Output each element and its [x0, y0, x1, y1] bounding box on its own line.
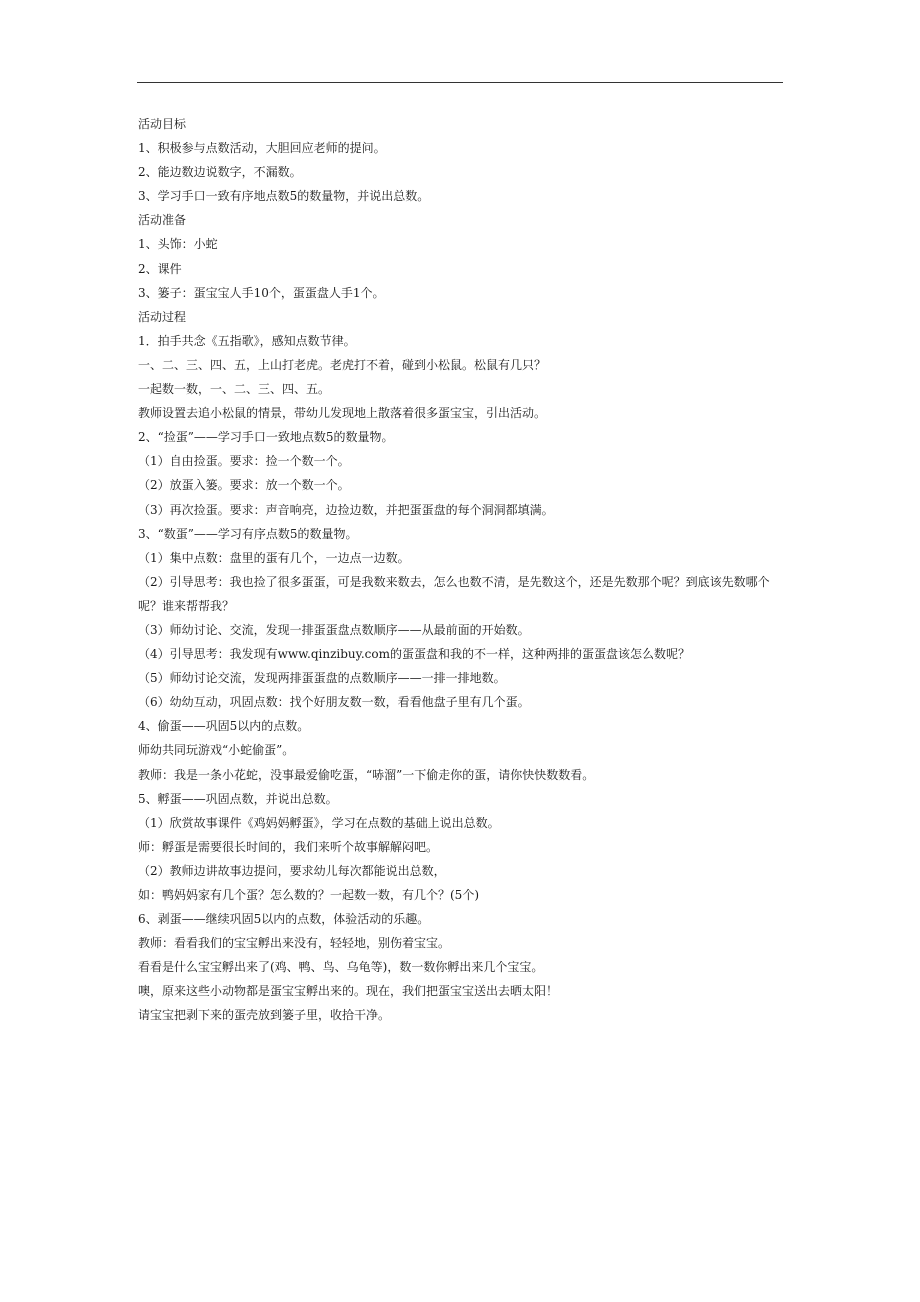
process-paragraph: 教师设置去追小松鼠的情景，带幼儿发现地上散落着很多蛋宝宝，引出活动。	[138, 406, 547, 421]
process-paragraph: 看看是什么宝宝孵出来了(鸡、鸭、鸟、乌龟等)，数一数你孵出来几个宝宝。	[138, 960, 544, 975]
process-substep: （4）引导思考：我发现有www.qinzibuy.com的蛋蛋盘和我的不一样，这种两排的蛋蛋盘该怎么数呢？	[138, 647, 690, 662]
section-heading-process: 活动过程	[138, 309, 187, 324]
process-paragraph: 师幼共同玩游戏“小蛇偷蛋”。	[138, 743, 295, 758]
process-substep: （5）师幼讨论交流，发现两排蛋蛋盘的点数顺序——一排一排地数。	[138, 671, 506, 686]
process-step-1: 1．拍手共念《五指歌》，感知点数节律。	[138, 333, 356, 348]
goal-item-2: 2、能边数边说数字，不漏数。	[138, 165, 302, 180]
document-body	[138, 112, 783, 1028]
process-paragraph: 噢，原来这些小动物都是蛋宝宝孵出来的。现在，我们把蛋宝宝送出去晒太阳！	[138, 984, 559, 999]
process-substep: （6）幼幼互动，巩固点数：找个好朋友数一数，看看他盘子里有几个蛋。	[138, 695, 530, 710]
process-substep: （2）引导思考：我也捡了很多蛋蛋，可是我数来数去，怎么也数不清，是先数这个，还是先数那个呢？到底该先数哪个呢？谁来帮帮我？	[138, 574, 770, 613]
process-step-3: 3、“数蛋”——学习有序点数5的数量物。	[138, 526, 358, 541]
process-step-4: 4、偷蛋——巩固5以内的点数。	[138, 719, 310, 734]
process-substep: （3）再次捡蛋。要求：声音响亮，边捡边数，并把蛋蛋盘的每个洞洞都填满。	[138, 502, 554, 517]
process-step-5: 5、孵蛋——巩固点数，并说出总数。	[138, 791, 338, 806]
rhyme-line-2: 一起数一数，一、二、三、四、五。	[138, 382, 331, 397]
process-substep: （2）放蛋入篓。要求：放一个数一个。	[138, 478, 350, 493]
process-substep: （1）自由捡蛋。要求：捡一个数一个。	[138, 454, 350, 469]
process-substep: （2）教师边讲故事边提问，要求幼儿每次都能说出总数，	[138, 863, 446, 878]
process-paragraph: 师：孵蛋是需要很长时间的，我们来听个故事解解闷吧。	[138, 839, 439, 854]
process-step-6: 6、剥蛋——继续巩固5以内的点数，体验活动的乐趣。	[138, 912, 430, 927]
process-paragraph: 教师：看看我们的宝宝孵出来没有，轻轻地，别伤着宝宝。	[138, 936, 451, 951]
preparation-item-2: 2、课件	[138, 261, 182, 276]
rhyme-line-1: 一、二、三、四、五，上山打老虎。老虎打不着，碰到小松鼠。松鼠有几只？	[138, 357, 547, 372]
section-heading-goals: 活动目标	[138, 117, 187, 131]
process-step-2: 2、“捡蛋”——学习手口一致地点数5的数量物。	[138, 430, 394, 445]
goal-item-1: 1、积极参与点数活动，大胆回应老师的提问。	[138, 141, 386, 156]
process-paragraph: 请宝宝把剥下来的蛋壳放到篓子里，收拾干净。	[138, 1008, 391, 1023]
process-substep: （3）师幼讨论、交流，发现一排蛋蛋盘点数顺序——从最前面的开始数。	[138, 622, 530, 637]
preparation-item-3: 3、篓子：蛋宝宝人手10个，蛋蛋盘人手1个。	[138, 285, 385, 300]
section-heading-preparation: 活动准备	[138, 213, 187, 228]
process-paragraph: 教师：我是一条小花蛇，没事最爱偷吃蛋，“哧溜”一下偷走你的蛋，请你快快数数看。	[138, 767, 595, 782]
preparation-item-1: 1、头饰：小蛇	[138, 237, 218, 252]
header-rule	[137, 82, 783, 83]
goal-item-3: 3、学习手口一致有序地点数5的数量物，并说出总数。	[138, 189, 430, 204]
process-substep: （1）集中点数：盘里的蛋有几个，一边点一边数。	[138, 550, 410, 565]
process-paragraph: 如：鸭妈妈家有几个蛋？怎么数的？一起数一数，有几个？(5个)	[138, 888, 480, 902]
process-substep: （1）欣赏故事课件《鸡妈妈孵蛋》，学习在点数的基础上说出总数。	[138, 815, 500, 830]
